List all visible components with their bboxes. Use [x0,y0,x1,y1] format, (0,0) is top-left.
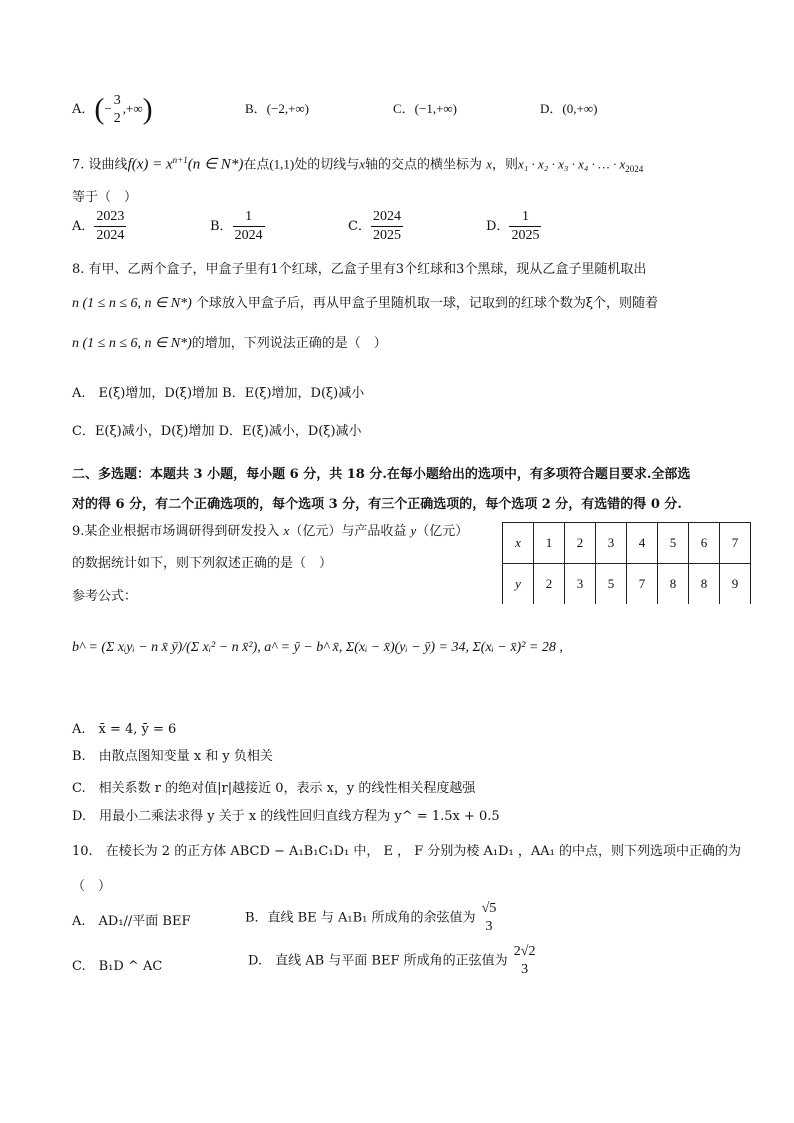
q7-product-sub: 2024 [625,163,644,174]
q9-option-d: D. 用最小二乘法求得 y 关于 x 的线性回归直线方程为 y^ = 1.5x + 0.5 [72,809,500,824]
q10-option-b-text: B．直线 BE 与 A₁B₁ 所成角的余弦值为 [245,910,476,926]
q7-fx: f(x) = x [127,156,173,173]
q9-option-b: B. 由散点图知变量 x 和 y 负相关 [72,749,273,764]
q7-number: 7. [72,157,85,173]
q6-option-a: A．(− 3 2 ,+∞) [72,92,153,126]
section2-line2: 对的得 6 分，有二个正确选项的，每个选项 3 分，有三个正确选项的，每个选项 2 分，有选错的得 0 分. [72,497,682,512]
table-cell: 3 [596,523,627,564]
q7-point: (1,1) [269,156,295,172]
q10-option-d [248,943,537,979]
table-row [503,523,751,564]
frac-num: 2023 [94,208,126,227]
table-header-y: y [503,564,534,605]
section2-line1: 二、多选题：本题共 3 小题，每小题 6 分，共 18 分.在每小题给出的选项中，有多项符合题目要求.全部选 [72,467,691,482]
q6-option-c: C．(−1,+∞) [393,101,458,116]
q9-line1b: （亿元）与产品收益 [289,524,407,539]
q9-line1c: （亿元） [416,524,469,539]
q9-line2: 的数据统计如下，则下列叙述正确的是（ ） [72,556,333,571]
frac-den: 2025 [372,228,401,243]
table-cell: 4 [627,523,658,564]
q7-option-b-label: B． [210,219,233,234]
q8-option-cd: C．E(ξ)减小，D(ξ)增加 D．E(ξ)减小，D(ξ)减小 [72,424,362,439]
q7-text2: 在点 [243,157,270,173]
q10-option-b-frac [480,900,499,936]
frac-den: 2024 [234,228,263,243]
frac-num: 1 [509,208,541,227]
q7-options [72,208,541,245]
frac-num: 3 [113,92,121,108]
table-header-x: x [503,523,534,564]
table-cell: 1 [534,523,565,564]
q8-line1: 8. 有甲、乙两个盒子，甲盒子里有1个红球，乙盒子里有3个红球和3个黑球，现从乙盒子里随机取出 [72,262,647,277]
table-cell: 3 [565,564,596,605]
q9-line1 [72,520,468,539]
frac-den: 2024 [96,228,125,243]
q6-option-a-tail: ,+∞ [122,101,143,116]
q6-option-b: B．(−2,+∞) [245,101,310,116]
q8-option-ab: A. E(ξ)增加，D(ξ)增加 B．E(ξ)增加，D(ξ)减小 [72,386,365,401]
q10-option-c: C. B₁D ^ AC [72,959,163,974]
q6-option-d: D．(0,+∞) [540,101,598,116]
frac-num: √5 [481,901,497,916]
table-cell: 6 [689,523,720,564]
q9-line1a: 9.某企业根据市场调研得到研发投入 [72,524,280,539]
q6-option-a-label: A． [72,102,95,117]
table-cell: 7 [720,523,751,564]
q9-x: x [283,523,290,538]
q10-line2: （ ） [72,879,112,894]
q10-line1: 10. 在棱长为 2 的正方体 ABCD − A₁B₁C₁D₁ 中， E ， F 分别为棱 A₁D₁ ，AA₁ 的中点，则下列选项中正确的为 [72,844,741,859]
frac-num: 2√2 [513,944,536,959]
q7-option-c [348,208,486,245]
q9-y: y [410,523,417,538]
q7-product: x₁ · x₂ · x₃ · x₄ · … · x [518,156,626,172]
frac-den: 3 [485,919,493,934]
q9-option-c: C. 相关系数 r 的绝对值|r|越接近 0，表示 x，y 的线性相关程度越强 [72,781,476,796]
frac-den: 3 [521,962,529,977]
frac-den: 2 [113,110,121,126]
q7-option-d-frac [509,208,541,245]
q8-n-cond-2: n (1 ≤ n ≤ 6, n ∈ N*) [72,336,192,351]
q9-ref: 参考公式： [72,589,138,604]
table-cell: 8 [689,564,720,605]
paren-right: ) [142,92,153,126]
q10-option-d-frac [512,943,538,979]
table-cell: 2 [534,564,565,605]
q9-formula: b^ = (Σ xᵢyᵢ − n x̄ ȳ)/(Σ xᵢ² − n x̄²), a^ = ȳ − b^ x̄, Σ(xᵢ − x̄)(yᵢ − ȳ) = 34, Σ(xᵢ − x̄)² = 28 , [72,640,563,655]
q7-exp: n+1 [172,155,188,165]
q7-option-b-frac [233,208,265,245]
q10-option-d-text: D. 直线 AB 与平面 BEF 所成角的正弦值为 [248,953,508,969]
table-cell: 7 [627,564,658,605]
q8-n-cond: n (1 ≤ n ≤ 6, n ∈ N*) [72,296,192,311]
q6-option-a-frac [112,92,123,128]
q7-option-c-label: C． [348,219,371,234]
q7-option-c-frac [371,208,403,245]
q8-line3 [72,332,387,352]
q7-cond: (n ∈ N*) [187,156,244,173]
q10-option-a: A. AD₁//平面 BEF [72,914,191,929]
q9-option-a: A. x̄ = 4, ȳ = 6 [72,722,177,737]
q7-text4: 轴的交点的横坐标为 [365,157,483,173]
frac-num: 2024 [371,208,403,227]
q8-line2-text: 个球放入甲盒子后，再从甲盒子里随机取一球，记取到的红球个数为ξ个，则随着 [195,296,659,311]
table-cell: 2 [565,523,596,564]
q7-option-d [486,208,541,245]
q8-line3-text: 的增加，下列说法正确的是（ ） [191,336,387,351]
q7-option-a [72,208,210,245]
q7-option-a-label: A． [72,219,95,234]
q10-option-b [245,900,498,936]
q7-option-b [210,208,348,245]
q7-stem [72,150,643,179]
q7-text1: 设曲线 [88,157,128,173]
table-cell: 5 [596,564,627,605]
table-row [503,564,751,605]
table-cell: 8 [658,564,689,605]
q9-data-table [502,522,751,604]
q7-xaxis: x [359,156,366,172]
q7-xn: x [486,156,492,172]
frac-num: 1 [233,208,265,227]
table-cell: 5 [658,523,689,564]
q7-text5: ，则 [491,157,518,173]
q7-option-d-label: D． [486,219,510,234]
q7-text6: 等于（ ） [72,190,138,205]
table-cell: 9 [720,564,751,605]
frac-den: 2025 [511,228,540,243]
q7-option-a-frac [94,208,126,245]
q7-text3: 处的切线与 [294,157,360,173]
q8-line2 [72,292,658,312]
paren-left: ( [94,92,105,126]
